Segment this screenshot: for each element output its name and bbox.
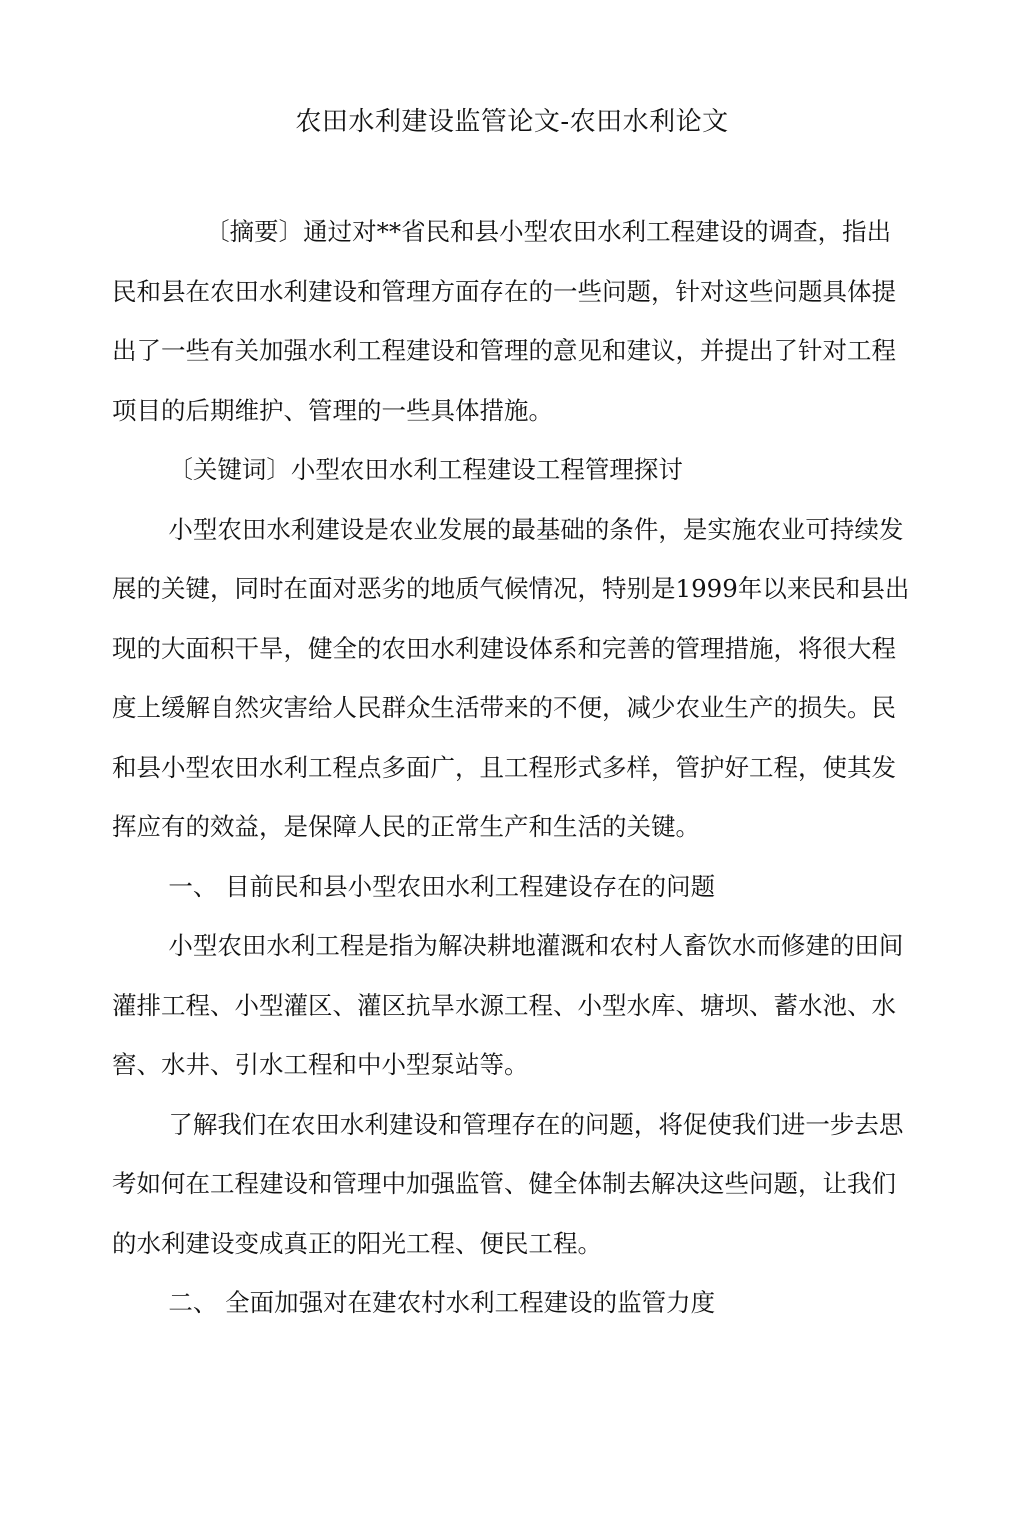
- abstract-paragraph: 〔摘要〕通过对**省民和县小型农田水利工程建设的调查，指出民和县在农田水利建设和管理方面存在的一些问题，针对这些问题具体提出了一些有关加强水利工程建设和管理的意见和建议，并提出了针对工程项目的后期维护、管理的一些具体措施。: [112, 217, 896, 425]
- section-heading: 一、 目前民和县小型农田水利工程建设存在的问题: [168, 871, 716, 901]
- body-paragraph: 小型农田水利建设是农业发展的最基础的条件，是实施农业可持续发展的关键，同时在面对恶劣的地质气候情况，特别是1999年以来民和县出现的大面积干旱，健全的农田水利建设体系和完善的管理措施，将很大程度上缓解自然灾害给人民群众生活带来的不便，减少农业生产的损失。民和县小型农田水利工程点多面广，且工程形式多样，管护好工程，使其发挥应有的效益，是保障人民的正常生产和生活的关键。: [112, 514, 910, 841]
- keywords-paragraph: 〔关键词〕小型农田水利工程建设工程管理探讨: [168, 455, 683, 484]
- body-paragraph: 小型农田水利工程是指为解决耕地灌溉和农村人畜饮水而修建的田间灌排工程、小型灌区、灌区抗旱水源工程、小型水库、塘坝、蓄水池、水窖、水井、引水工程和中小型泵站等。: [112, 931, 904, 1079]
- section-heading: 二、 全面加强对在建农村水利工程建设的监管力度: [168, 1288, 716, 1317]
- body-paragraph: 了解我们在农田水利建设和管理存在的问题，将促使我们进一步去思考如何在工程建设和管理中加强监管、健全体制去解决这些问题，让我们的水利建设变成真正的阳光工程、便民工程。: [112, 1109, 904, 1258]
- page-title: 农田水利建设监管论文-农田水利论文: [295, 107, 729, 137]
- document-body: [112, 202, 912, 1333]
